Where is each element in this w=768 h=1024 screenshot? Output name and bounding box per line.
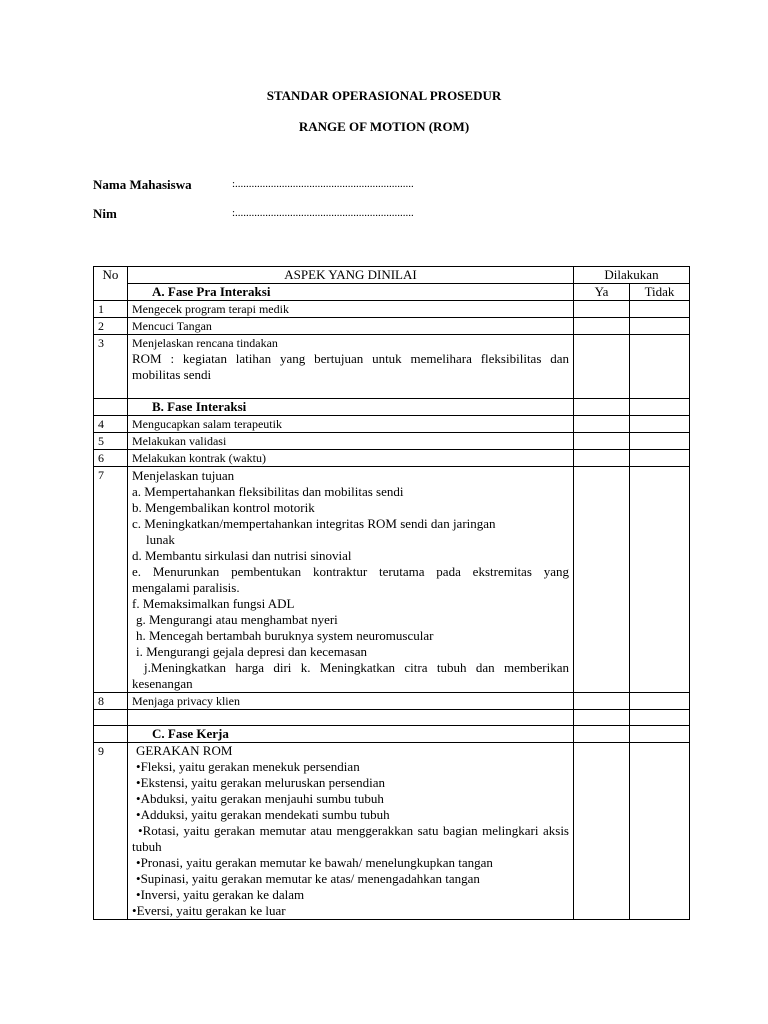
row-number: 9 <box>94 743 128 920</box>
tujuan-h: h. Mencegah bertambah buruknya system neuromuscular <box>136 628 434 643</box>
ya-cell[interactable] <box>574 693 630 710</box>
tidak-cell[interactable] <box>630 693 690 710</box>
header-tidak: Tidak <box>630 284 690 301</box>
tidak-cell[interactable] <box>630 743 690 920</box>
gerakan-item: • Supinasi, yaitu gerakan memutar ke atas/ menengadahkan tangan <box>132 871 569 887</box>
gerakan-item: • Inversi, yaitu gerakan ke dalam <box>132 887 569 903</box>
ya-cell[interactable] <box>574 416 630 433</box>
gerakan-item: • Pronasi, yaitu gerakan memutar ke bawah/ menelungkupkan tangan <box>132 855 569 871</box>
tujuan-i: i. Mengurangi gejala depresi dan kecemasan <box>136 644 368 659</box>
row-number: 5 <box>94 433 128 450</box>
row-aspect: Mengucapkan salam terapeutik <box>128 416 574 433</box>
row-aspect: Mencuci Tangan <box>128 318 574 335</box>
phase-b-heading: B. Fase Interaksi <box>128 399 574 416</box>
header-aspek: ASPEK YANG DINILAI <box>128 267 574 284</box>
nama-mahasiswa-field[interactable]: :................................................................. <box>232 178 414 190</box>
row-aspect: Mengecek program terapi medik <box>128 301 574 318</box>
rom-definition: ROM : kegiatan latihan yang bertujuan untuk memelihara fleksibilitas dan mobilitas sendi <box>132 351 569 382</box>
row-aspect: Melakukan validasi <box>128 433 574 450</box>
ya-cell[interactable] <box>574 467 630 693</box>
tujuan-d: d. Membantu sirkulasi dan nutrisi sinovial <box>132 548 352 563</box>
table-row <box>94 743 690 920</box>
tidak-cell[interactable] <box>630 416 690 433</box>
row-number: 6 <box>94 450 128 467</box>
phase-row <box>94 399 690 416</box>
phase-c-heading: C. Fase Kerja <box>128 726 574 743</box>
row-number: 4 <box>94 416 128 433</box>
tidak-cell[interactable] <box>630 433 690 450</box>
empty-row <box>94 710 690 726</box>
gerakan-item: • Ekstensi, yaitu gerakan meluruskan persendian <box>132 775 569 791</box>
table-row <box>94 416 690 433</box>
table-row <box>94 335 690 399</box>
row-number: 7 <box>94 467 128 693</box>
ya-cell[interactable] <box>574 335 630 399</box>
header-ya: Ya <box>574 284 630 301</box>
tidak-cell[interactable] <box>630 467 690 693</box>
table-subheader-row <box>94 284 690 301</box>
ya-cell[interactable] <box>574 743 630 920</box>
row-number: 2 <box>94 318 128 335</box>
tujuan-c-cont: lunak <box>146 532 175 547</box>
table-row <box>94 693 690 710</box>
row-aspect: Melakukan kontrak (waktu) <box>128 450 574 467</box>
tujuan-c: c. Meningkatkan/mempertahankan integritas ROM sendi dan jaringan <box>132 516 496 531</box>
row-number: 3 <box>94 335 128 399</box>
tujuan-g: g. Mengurangi atau menghambat nyeri <box>136 612 338 627</box>
phase-row <box>94 726 690 743</box>
row-number: 8 <box>94 693 128 710</box>
gerakan-item: • Eversi, yaitu gerakan ke luar <box>132 903 569 919</box>
tidak-cell[interactable] <box>630 301 690 318</box>
ya-cell[interactable] <box>574 433 630 450</box>
table-header-row <box>94 267 690 284</box>
tidak-cell[interactable] <box>630 318 690 335</box>
table-row <box>94 450 690 467</box>
row-aspect: Menjaga privacy klien <box>128 693 574 710</box>
table-row <box>94 301 690 318</box>
nama-mahasiswa-label: Nama Mahasiswa <box>93 177 192 192</box>
document-subtitle: RANGE OF MOTION (ROM) <box>298 119 470 134</box>
ya-cell[interactable] <box>574 301 630 318</box>
gerakan-item: • Fleksi, yaitu gerakan menekuk persendian <box>132 759 569 775</box>
assessment-table <box>93 266 690 920</box>
header-no: No <box>94 267 128 301</box>
tidak-cell[interactable] <box>630 335 690 399</box>
row-aspect <box>128 467 574 693</box>
gerakan-item: • Abduksi, yaitu gerakan menjauhi sumbu tubuh <box>132 791 569 807</box>
phase-a-heading: A. Fase Pra Interaksi <box>128 284 574 301</box>
tujuan-a: a. Mempertahankan fleksibilitas dan mobilitas sendi <box>132 484 404 499</box>
gerakan-item: • Adduksi, yaitu gerakan mendekati sumbu tubuh <box>132 807 569 823</box>
ya-cell[interactable] <box>574 450 630 467</box>
gerakan-title: GERAKAN ROM <box>136 743 233 758</box>
ya-cell[interactable] <box>574 318 630 335</box>
table-row <box>94 433 690 450</box>
tujuan-f: f. Memaksimalkan fungsi ADL <box>132 596 295 611</box>
table-row <box>94 467 690 693</box>
row-aspect <box>128 743 574 920</box>
nim-field[interactable]: :................................................................. <box>232 207 414 219</box>
tidak-cell[interactable] <box>630 450 690 467</box>
tujuan-b: b. Mengembalikan kontrol motorik <box>132 500 315 515</box>
row-aspect <box>128 335 574 399</box>
gerakan-item: • Rotasi, yaitu gerakan memutar atau menggerakkan satu bagian melingkari aksis tubuh <box>132 823 569 855</box>
tujuan-title: Menjelaskan tujuan <box>132 468 235 483</box>
nim-label: Nim <box>93 206 117 221</box>
document-title: STANDAR OPERASIONAL PROSEDUR <box>266 88 502 103</box>
table-row <box>94 318 690 335</box>
row-number: 1 <box>94 301 128 318</box>
tujuan-jk: j.Meningkatkan harga diri k. Meningkatkan citra tubuh dan memberikan kesenangan <box>132 660 569 691</box>
row-aspect-title: Menjelaskan rencana tindakan <box>132 336 278 350</box>
header-dilakukan: Dilakukan <box>574 267 690 284</box>
tujuan-e: e. Menurunkan pembentukan kontraktur terutama pada ekstremitas yang mengalami paralisis. <box>132 564 569 595</box>
